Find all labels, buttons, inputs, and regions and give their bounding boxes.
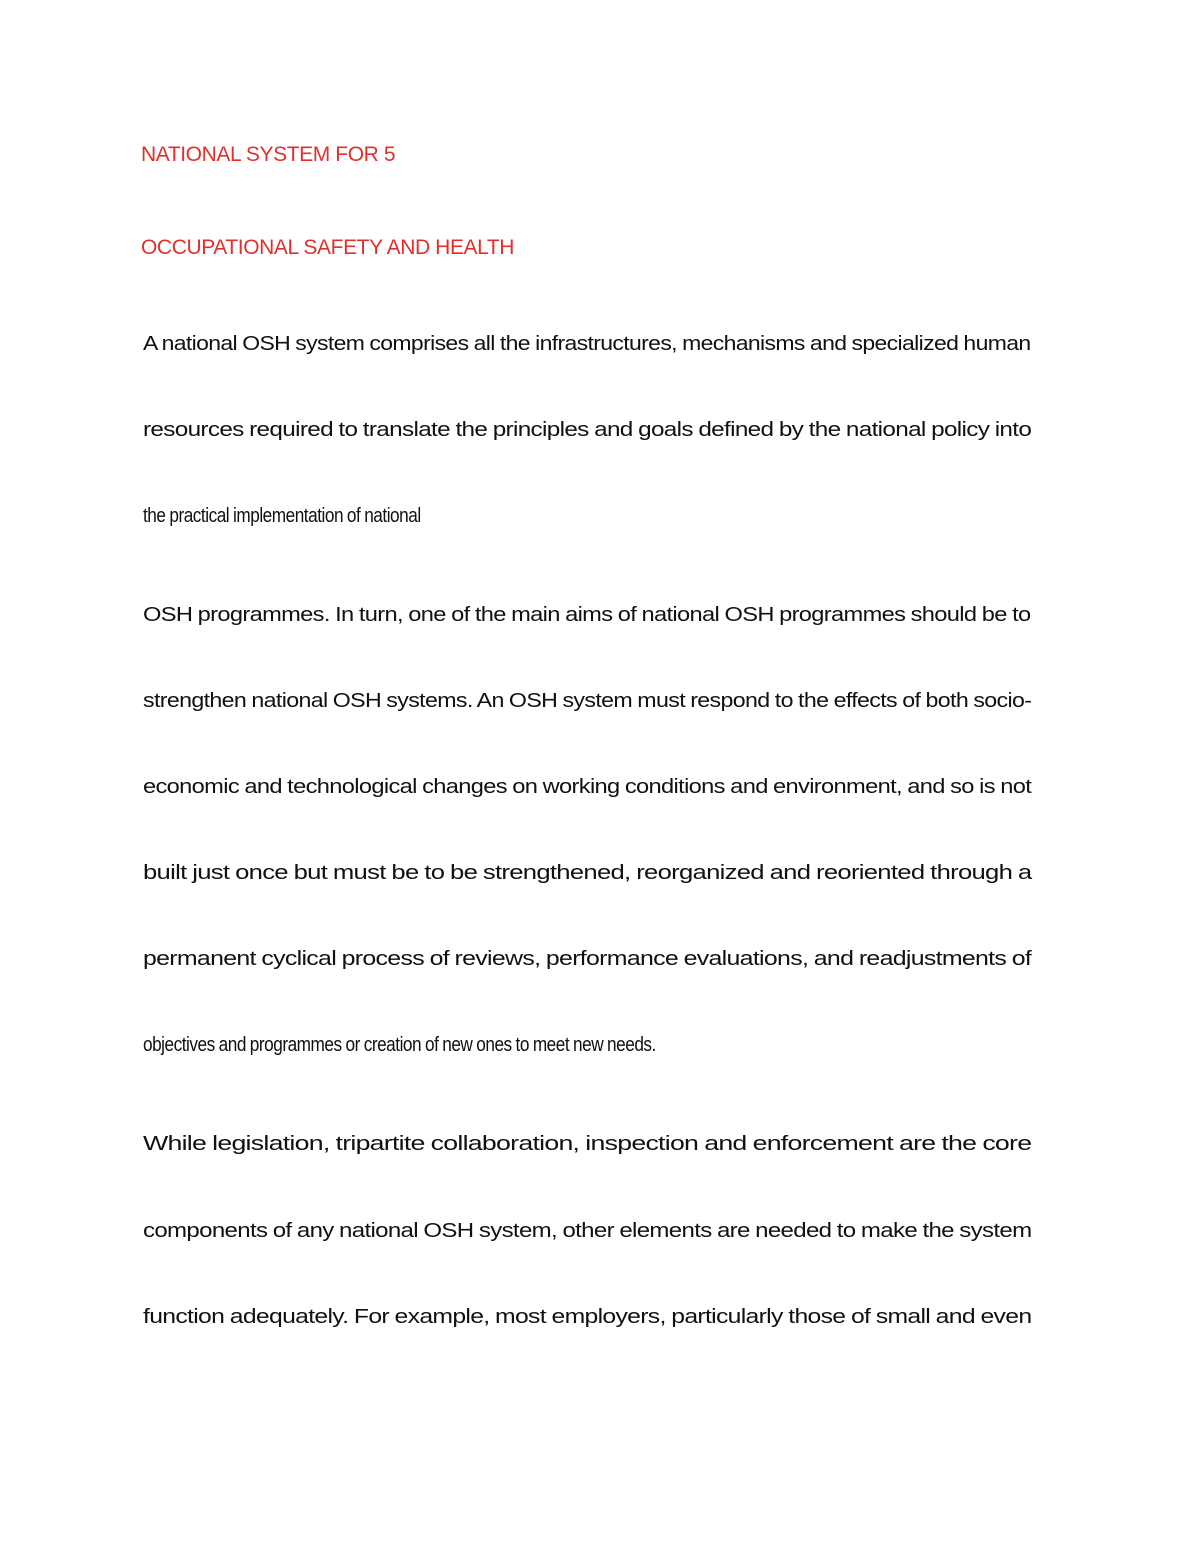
- text-line: function adequately. For example, most employers, particularly those of small and even: [143, 1306, 1032, 1328]
- text-line: objectives and programmes or creation of new ones to meet new needs.: [143, 1034, 656, 1056]
- text-line: components of any national OSH system, other elements are needed to make the system: [143, 1220, 1032, 1242]
- text-line: the practical implementation of national: [143, 505, 421, 527]
- text-line: strengthen national OSH systems. An OSH system must respond to the effects of both socio-: [143, 690, 1032, 712]
- text-line: OSH programmes. In turn, one of the main aims of national OSH programmes should be to: [143, 604, 1031, 626]
- text-line: built just once but must be to be strengthened, reorganized and reoriented through a: [143, 862, 1032, 884]
- heading-line-1: NATIONAL SYSTEM FOR 5: [141, 143, 396, 166]
- text-line: permanent cyclical process of reviews, performance evaluations, and readjustments of: [143, 948, 1032, 970]
- text-line: economic and technological changes on working conditions and environment, and so is not: [143, 776, 1032, 798]
- heading-line-2: OCCUPATIONAL SAFETY AND HEALTH: [141, 236, 515, 259]
- text-line: A national OSH system comprises all the infrastructures, mechanisms and specialized human: [143, 333, 1031, 355]
- text-line: While legislation, tripartite collaboration, inspection and enforcement are the core: [143, 1133, 1032, 1155]
- text-line: resources required to translate the principles and goals defined by the national policy into: [143, 419, 1032, 441]
